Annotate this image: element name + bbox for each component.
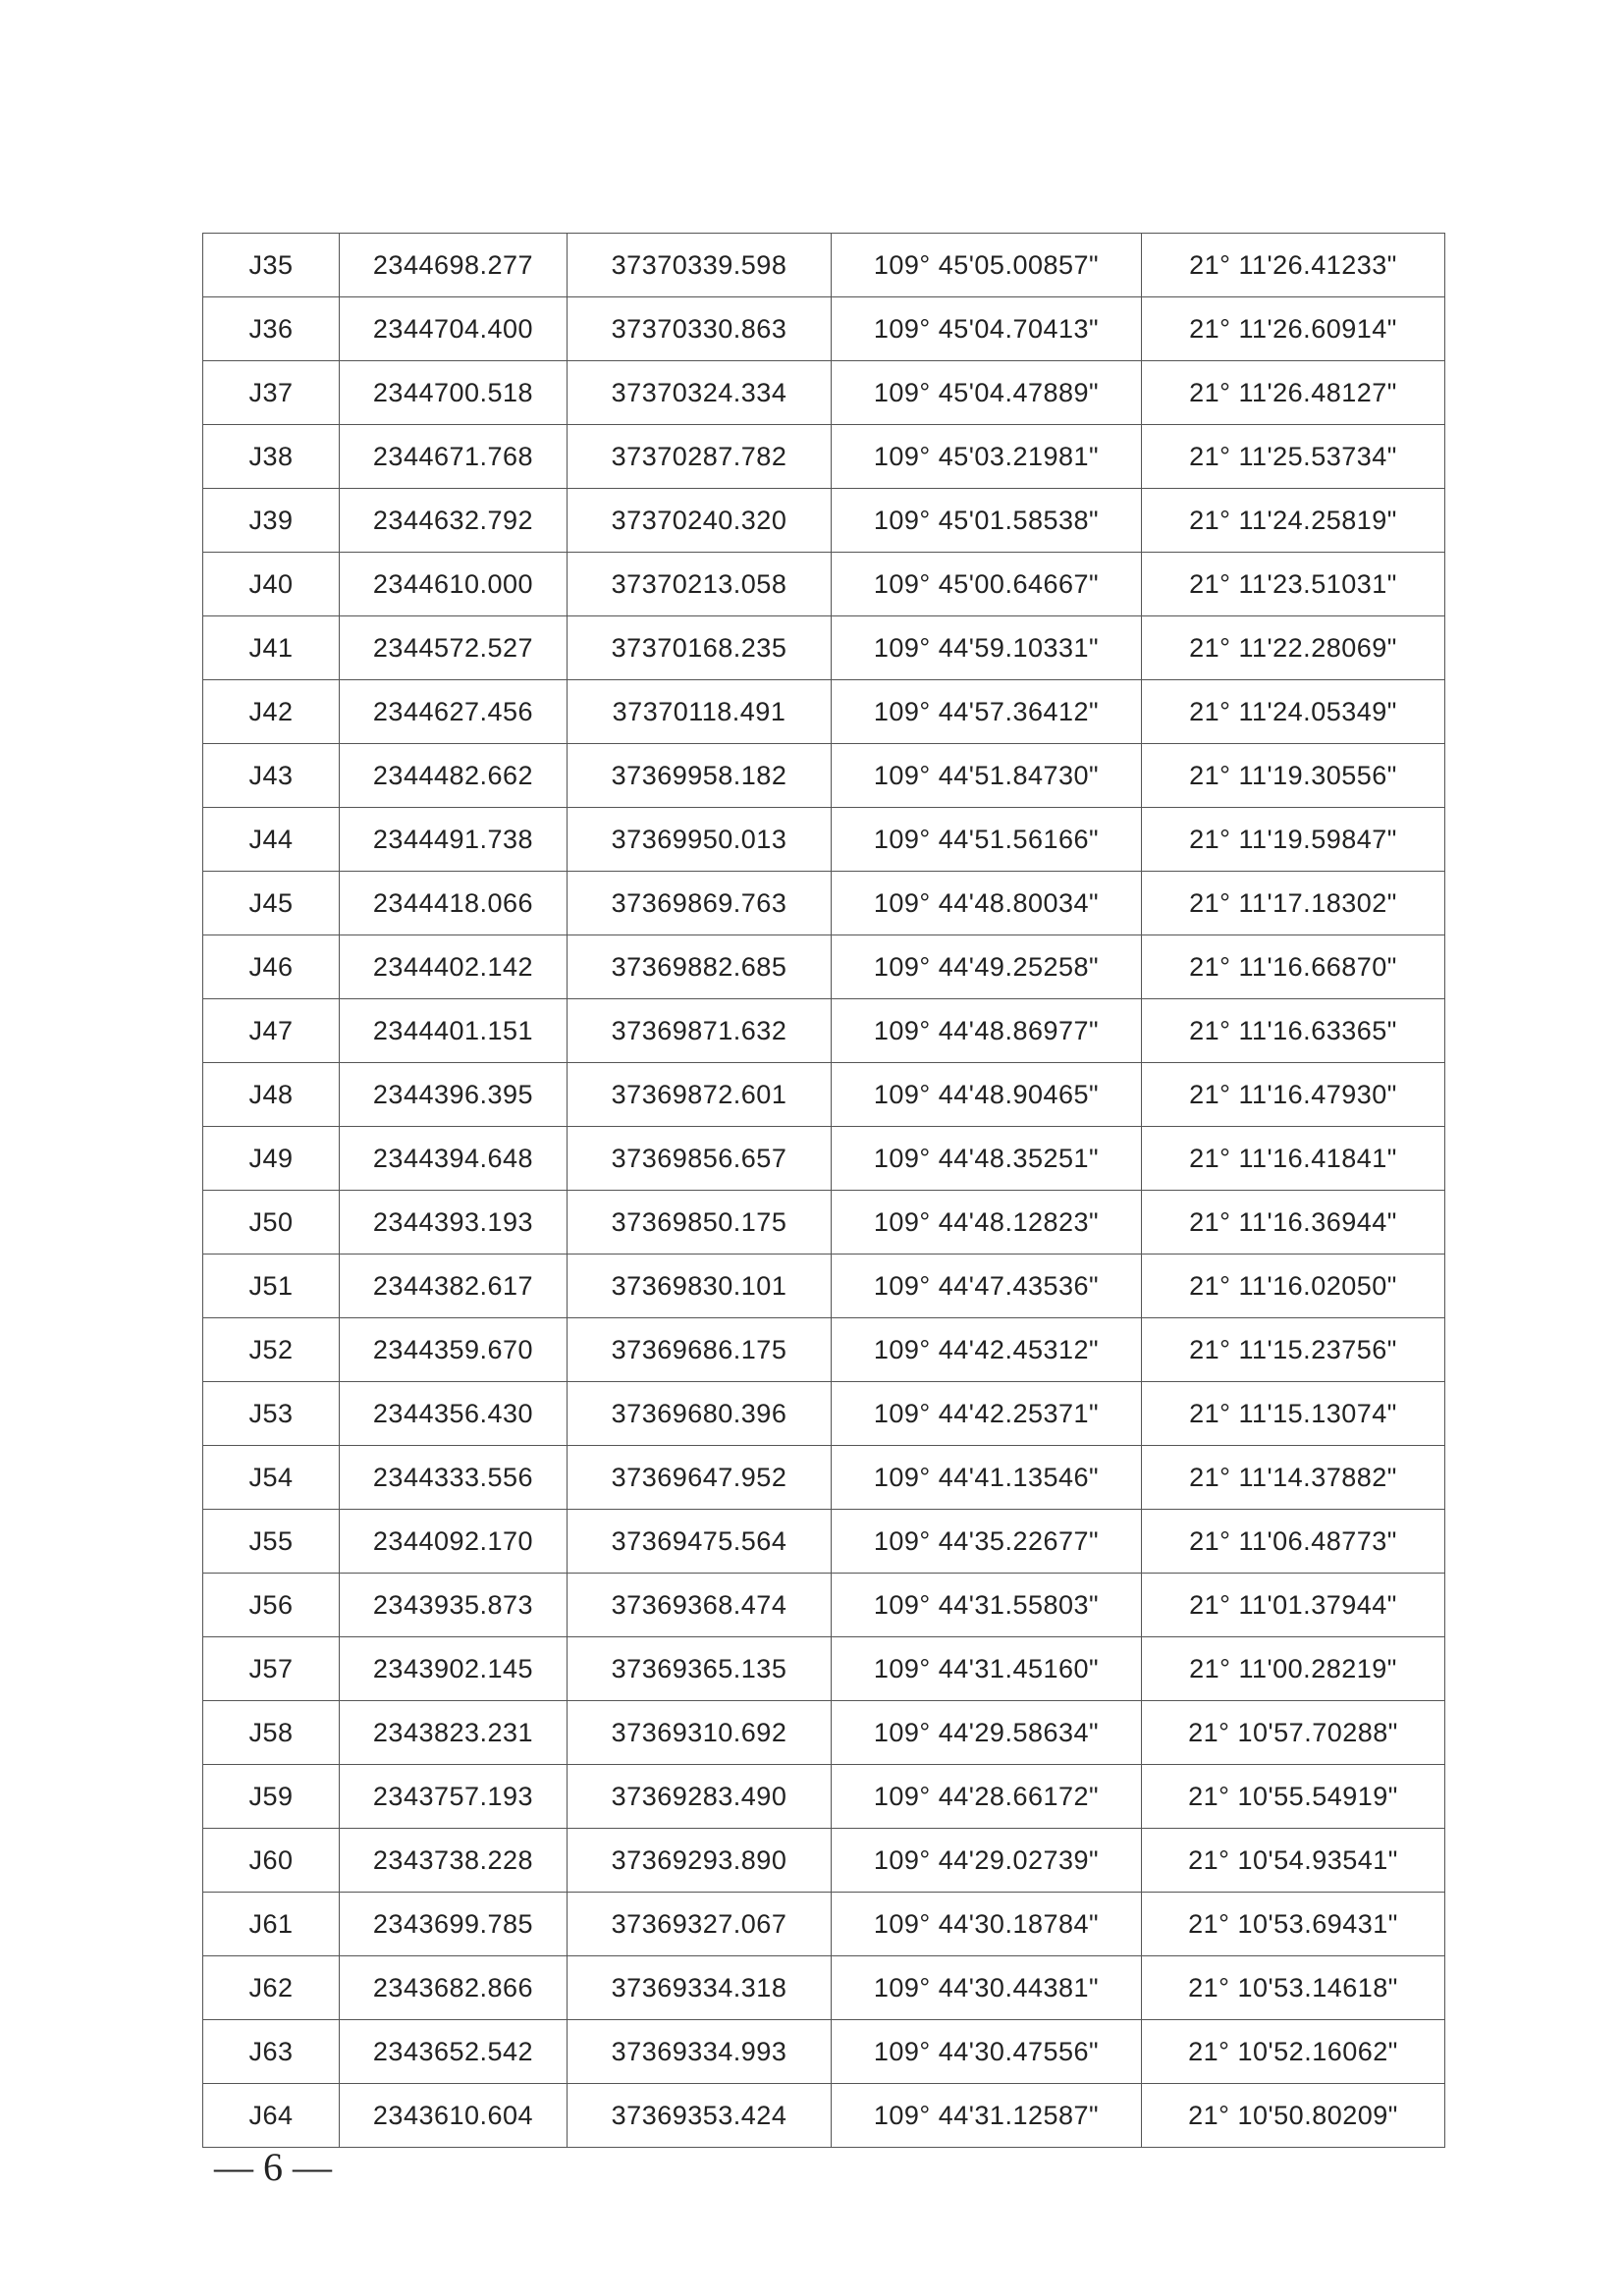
table-row (203, 935, 1445, 999)
latitude-cell: 21° 10'53.14618" (1142, 1956, 1445, 2020)
y-coordinate-cell: 37369334.993 (568, 2020, 832, 2084)
y-coordinate-cell: 37369293.890 (568, 1829, 832, 1893)
latitude-cell: 21° 11'19.59847" (1142, 808, 1445, 872)
point-id-cell: J45 (203, 872, 340, 935)
latitude-cell: 21° 11'26.41233" (1142, 234, 1445, 297)
longitude-cell: 109° 44'28.66172" (832, 1765, 1142, 1829)
table-row (203, 297, 1445, 361)
point-id-cell: J57 (203, 1637, 340, 1701)
x-coordinate-cell: 2344700.518 (340, 361, 568, 425)
boundary-coordinate-table (202, 233, 1445, 2148)
longitude-cell: 109° 44'41.13546" (832, 1446, 1142, 1510)
y-coordinate-cell: 37370339.598 (568, 234, 832, 297)
latitude-cell: 21° 11'16.02050" (1142, 1255, 1445, 1318)
longitude-cell: 109° 45'01.58538" (832, 489, 1142, 553)
table-row (203, 808, 1445, 872)
table-row (203, 1255, 1445, 1318)
y-coordinate-cell: 37370118.491 (568, 680, 832, 744)
point-id-cell: J60 (203, 1829, 340, 1893)
x-coordinate-cell: 2343738.228 (340, 1829, 568, 1893)
y-coordinate-cell: 37369283.490 (568, 1765, 832, 1829)
longitude-cell: 109° 44'48.35251" (832, 1127, 1142, 1191)
table-row (203, 1574, 1445, 1637)
y-coordinate-cell: 37369647.952 (568, 1446, 832, 1510)
latitude-cell: 21° 11'19.30556" (1142, 744, 1445, 808)
point-id-cell: J54 (203, 1446, 340, 1510)
y-coordinate-cell: 37370240.320 (568, 489, 832, 553)
longitude-cell: 109° 44'30.18784" (832, 1893, 1142, 1956)
point-id-cell: J43 (203, 744, 340, 808)
latitude-cell: 21° 11'06.48773" (1142, 1510, 1445, 1574)
y-coordinate-cell: 37369327.067 (568, 1893, 832, 1956)
point-id-cell: J40 (203, 553, 340, 616)
longitude-cell: 109° 44'35.22677" (832, 1510, 1142, 1574)
y-coordinate-cell: 37369680.396 (568, 1382, 832, 1446)
x-coordinate-cell: 2343902.145 (340, 1637, 568, 1701)
table-row (203, 1637, 1445, 1701)
point-id-cell: J63 (203, 2020, 340, 2084)
x-coordinate-cell: 2344482.662 (340, 744, 568, 808)
x-coordinate-cell: 2344333.556 (340, 1446, 568, 1510)
table-row (203, 872, 1445, 935)
latitude-cell: 21° 11'26.60914" (1142, 297, 1445, 361)
y-coordinate-cell: 37369872.601 (568, 1063, 832, 1127)
table-row (203, 1382, 1445, 1446)
point-id-cell: J56 (203, 1574, 340, 1637)
y-coordinate-cell: 37369353.424 (568, 2084, 832, 2148)
table-row (203, 1956, 1445, 2020)
x-coordinate-cell: 2344627.456 (340, 680, 568, 744)
longitude-cell: 109° 45'05.00857" (832, 234, 1142, 297)
point-id-cell: J39 (203, 489, 340, 553)
table-row (203, 1893, 1445, 1956)
point-id-cell: J35 (203, 234, 340, 297)
longitude-cell: 109° 45'04.70413" (832, 297, 1142, 361)
x-coordinate-cell: 2344610.000 (340, 553, 568, 616)
x-coordinate-cell: 2344491.738 (340, 808, 568, 872)
x-coordinate-cell: 2344359.670 (340, 1318, 568, 1382)
latitude-cell: 21° 11'15.23756" (1142, 1318, 1445, 1382)
latitude-cell: 21° 11'25.53734" (1142, 425, 1445, 489)
point-id-cell: J64 (203, 2084, 340, 2148)
y-coordinate-cell: 37369869.763 (568, 872, 832, 935)
longitude-cell: 109° 44'57.36412" (832, 680, 1142, 744)
latitude-cell: 21° 11'16.66870" (1142, 935, 1445, 999)
table-row (203, 425, 1445, 489)
latitude-cell: 21° 11'14.37882" (1142, 1446, 1445, 1510)
latitude-cell: 21° 11'00.28219" (1142, 1637, 1445, 1701)
table-row (203, 1510, 1445, 1574)
x-coordinate-cell: 2343610.604 (340, 2084, 568, 2148)
longitude-cell: 109° 44'42.25371" (832, 1382, 1142, 1446)
y-coordinate-cell: 37369310.692 (568, 1701, 832, 1765)
point-id-cell: J46 (203, 935, 340, 999)
x-coordinate-cell: 2343823.231 (340, 1701, 568, 1765)
x-coordinate-cell: 2344382.617 (340, 1255, 568, 1318)
x-coordinate-cell: 2344393.193 (340, 1191, 568, 1255)
y-coordinate-cell: 37369950.013 (568, 808, 832, 872)
latitude-cell: 21° 10'53.69431" (1142, 1893, 1445, 1956)
longitude-cell: 109° 44'49.25258" (832, 935, 1142, 999)
longitude-cell: 109° 44'30.47556" (832, 2020, 1142, 2084)
x-coordinate-cell: 2344402.142 (340, 935, 568, 999)
coordinate-table-body (203, 234, 1445, 2148)
longitude-cell: 109° 45'03.21981" (832, 425, 1142, 489)
y-coordinate-cell: 37369871.632 (568, 999, 832, 1063)
point-id-cell: J37 (203, 361, 340, 425)
latitude-cell: 21° 10'54.93541" (1142, 1829, 1445, 1893)
x-coordinate-cell: 2344671.768 (340, 425, 568, 489)
point-id-cell: J47 (203, 999, 340, 1063)
table-row (203, 553, 1445, 616)
latitude-cell: 21° 11'23.51031" (1142, 553, 1445, 616)
table-row (203, 489, 1445, 553)
latitude-cell: 21° 11'16.47930" (1142, 1063, 1445, 1127)
latitude-cell: 21° 11'22.28069" (1142, 616, 1445, 680)
longitude-cell: 109° 44'31.45160" (832, 1637, 1142, 1701)
y-coordinate-cell: 37369850.175 (568, 1191, 832, 1255)
latitude-cell: 21° 11'16.63365" (1142, 999, 1445, 1063)
latitude-cell: 21° 11'24.05349" (1142, 680, 1445, 744)
latitude-cell: 21° 11'24.25819" (1142, 489, 1445, 553)
table-row (203, 1701, 1445, 1765)
y-coordinate-cell: 37370287.782 (568, 425, 832, 489)
latitude-cell: 21° 11'26.48127" (1142, 361, 1445, 425)
y-coordinate-cell: 37370330.863 (568, 297, 832, 361)
longitude-cell: 109° 44'48.12823" (832, 1191, 1142, 1255)
table-row (203, 234, 1445, 297)
latitude-cell: 21° 10'55.54919" (1142, 1765, 1445, 1829)
table-row (203, 361, 1445, 425)
point-id-cell: J53 (203, 1382, 340, 1446)
point-id-cell: J61 (203, 1893, 340, 1956)
y-coordinate-cell: 37369334.318 (568, 1956, 832, 2020)
point-id-cell: J58 (203, 1701, 340, 1765)
table-row (203, 1127, 1445, 1191)
table-row (203, 616, 1445, 680)
page-number: — 6 — (214, 2145, 332, 2189)
y-coordinate-cell: 37369368.474 (568, 1574, 832, 1637)
point-id-cell: J42 (203, 680, 340, 744)
longitude-cell: 109° 44'31.12587" (832, 2084, 1142, 2148)
x-coordinate-cell: 2343682.866 (340, 1956, 568, 2020)
latitude-cell: 21° 11'15.13074" (1142, 1382, 1445, 1446)
x-coordinate-cell: 2344632.792 (340, 489, 568, 553)
x-coordinate-cell: 2344572.527 (340, 616, 568, 680)
x-coordinate-cell: 2343757.193 (340, 1765, 568, 1829)
y-coordinate-cell: 37369830.101 (568, 1255, 832, 1318)
point-id-cell: J41 (203, 616, 340, 680)
longitude-cell: 109° 44'51.84730" (832, 744, 1142, 808)
longitude-cell: 109° 44'48.86977" (832, 999, 1142, 1063)
y-coordinate-cell: 37370213.058 (568, 553, 832, 616)
table-row (203, 2020, 1445, 2084)
longitude-cell: 109° 44'29.02739" (832, 1829, 1142, 1893)
point-id-cell: J52 (203, 1318, 340, 1382)
y-coordinate-cell: 37370324.334 (568, 361, 832, 425)
x-coordinate-cell: 2343699.785 (340, 1893, 568, 1956)
longitude-cell: 109° 45'04.47889" (832, 361, 1142, 425)
longitude-cell: 109° 44'47.43536" (832, 1255, 1142, 1318)
longitude-cell: 109° 44'59.10331" (832, 616, 1142, 680)
longitude-cell: 109° 45'00.64667" (832, 553, 1142, 616)
point-id-cell: J50 (203, 1191, 340, 1255)
point-id-cell: J44 (203, 808, 340, 872)
x-coordinate-cell: 2343935.873 (340, 1574, 568, 1637)
point-id-cell: J59 (203, 1765, 340, 1829)
table-row (203, 1446, 1445, 1510)
y-coordinate-cell: 37369958.182 (568, 744, 832, 808)
x-coordinate-cell: 2344394.648 (340, 1127, 568, 1191)
table-row (203, 1191, 1445, 1255)
point-id-cell: J49 (203, 1127, 340, 1191)
x-coordinate-cell: 2344698.277 (340, 234, 568, 297)
table-row (203, 680, 1445, 744)
point-id-cell: J55 (203, 1510, 340, 1574)
longitude-cell: 109° 44'31.55803" (832, 1574, 1142, 1637)
longitude-cell: 109° 44'30.44381" (832, 1956, 1142, 2020)
latitude-cell: 21° 11'01.37944" (1142, 1574, 1445, 1637)
point-id-cell: J36 (203, 297, 340, 361)
table-row (203, 999, 1445, 1063)
table-row (203, 744, 1445, 808)
x-coordinate-cell: 2344396.395 (340, 1063, 568, 1127)
point-id-cell: J62 (203, 1956, 340, 2020)
table-row (203, 2084, 1445, 2148)
latitude-cell: 21° 10'50.80209" (1142, 2084, 1445, 2148)
point-id-cell: J51 (203, 1255, 340, 1318)
y-coordinate-cell: 37369856.657 (568, 1127, 832, 1191)
x-coordinate-cell: 2344356.430 (340, 1382, 568, 1446)
longitude-cell: 109° 44'48.90465" (832, 1063, 1142, 1127)
y-coordinate-cell: 37370168.235 (568, 616, 832, 680)
longitude-cell: 109° 44'51.56166" (832, 808, 1142, 872)
longitude-cell: 109° 44'29.58634" (832, 1701, 1142, 1765)
y-coordinate-cell: 37369365.135 (568, 1637, 832, 1701)
y-coordinate-cell: 37369686.175 (568, 1318, 832, 1382)
table-row (203, 1318, 1445, 1382)
longitude-cell: 109° 44'48.80034" (832, 872, 1142, 935)
table-row (203, 1829, 1445, 1893)
x-coordinate-cell: 2344704.400 (340, 297, 568, 361)
x-coordinate-cell: 2343652.542 (340, 2020, 568, 2084)
x-coordinate-cell: 2344092.170 (340, 1510, 568, 1574)
latitude-cell: 21° 10'52.16062" (1142, 2020, 1445, 2084)
latitude-cell: 21° 11'16.41841" (1142, 1127, 1445, 1191)
point-id-cell: J48 (203, 1063, 340, 1127)
longitude-cell: 109° 44'42.45312" (832, 1318, 1142, 1382)
point-id-cell: J38 (203, 425, 340, 489)
latitude-cell: 21° 11'17.18302" (1142, 872, 1445, 935)
latitude-cell: 21° 10'57.70288" (1142, 1701, 1445, 1765)
y-coordinate-cell: 37369882.685 (568, 935, 832, 999)
table-row (203, 1765, 1445, 1829)
x-coordinate-cell: 2344418.066 (340, 872, 568, 935)
y-coordinate-cell: 37369475.564 (568, 1510, 832, 1574)
table-row (203, 1063, 1445, 1127)
x-coordinate-cell: 2344401.151 (340, 999, 568, 1063)
latitude-cell: 21° 11'16.36944" (1142, 1191, 1445, 1255)
